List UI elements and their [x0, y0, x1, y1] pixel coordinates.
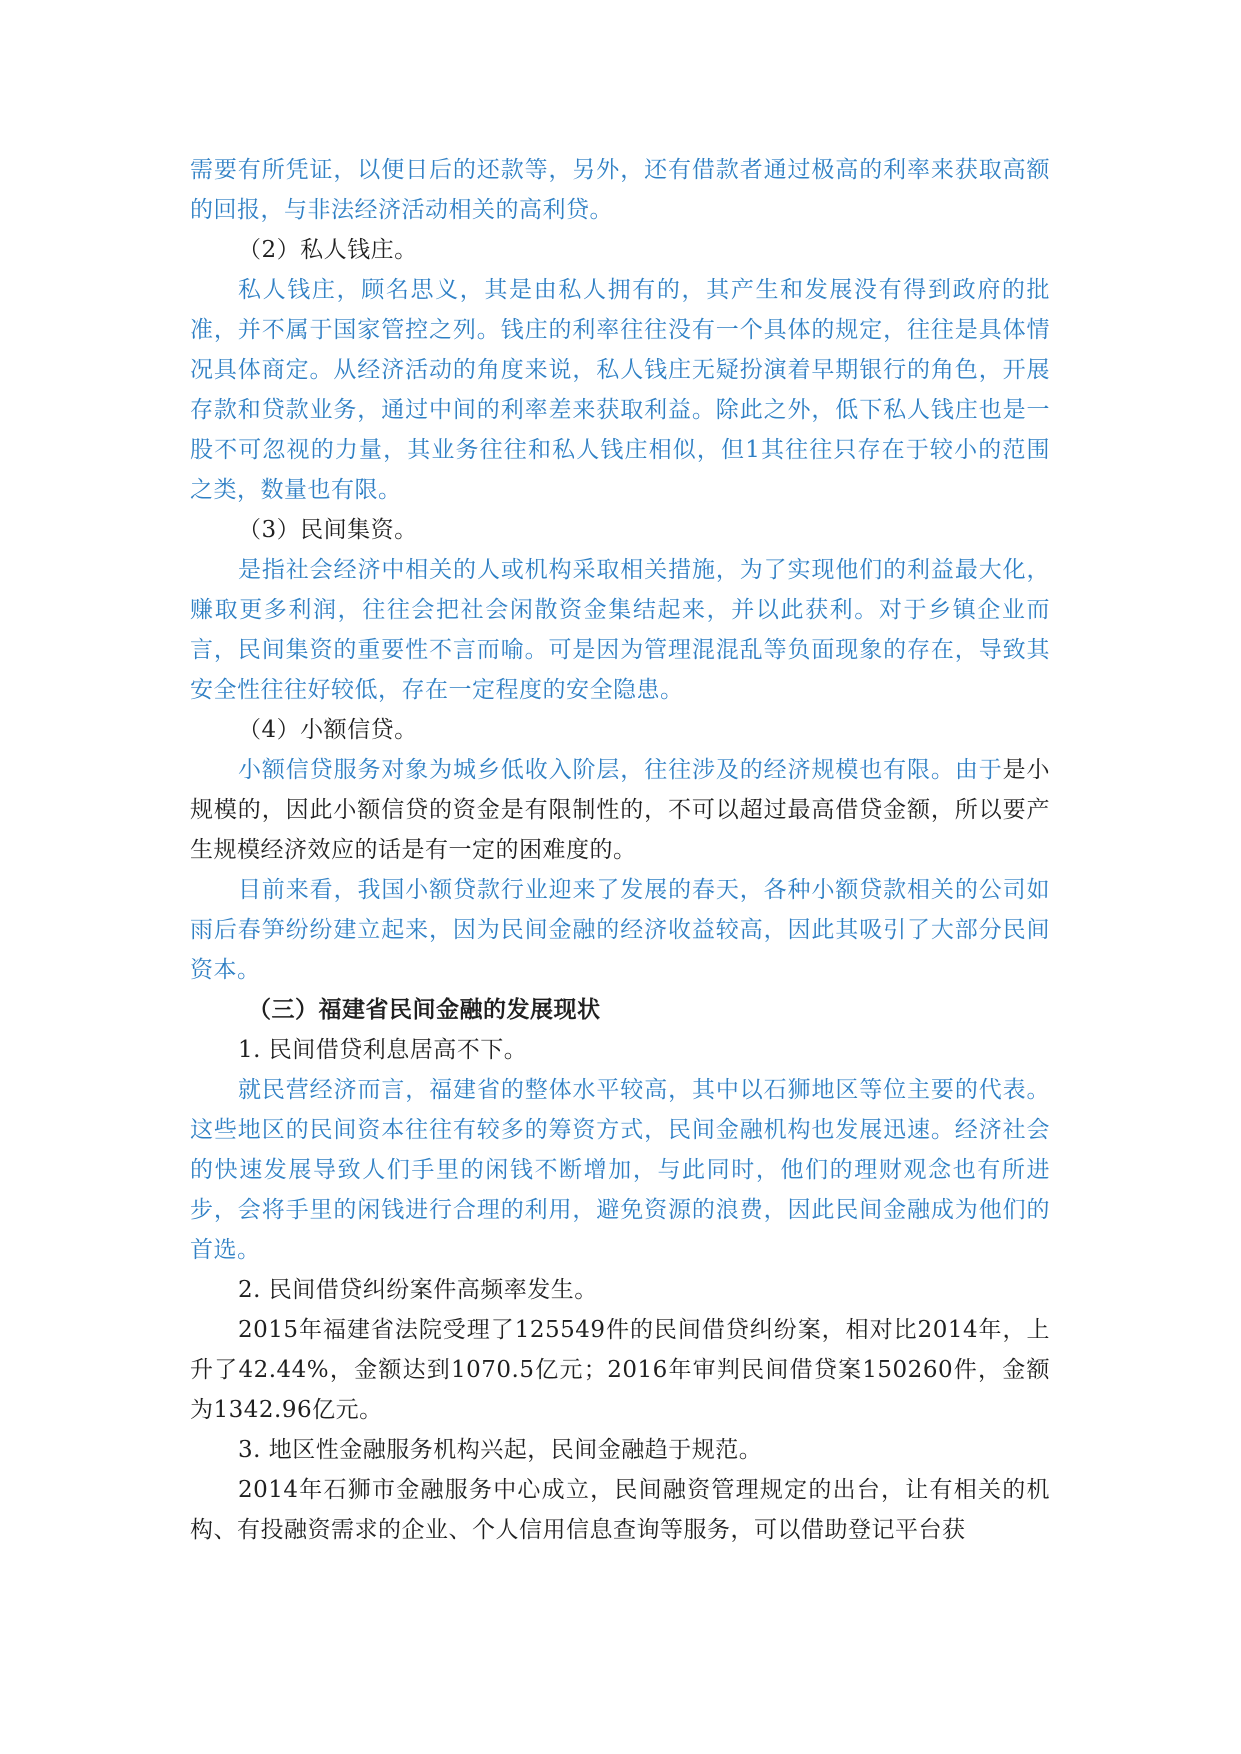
subheading-private-fundraising: （3）民间集资。 [238, 517, 418, 543]
paragraph-usury-continued: 需要有所凭证，以便日后的还款等，另外，还有借款者通过极高的利率来获取高额的回报，与非法经济活动相关的高利贷。 [190, 157, 1050, 223]
section-heading-fujian: （三）福建省民间金融的发展现状 [248, 997, 601, 1023]
document-body [190, 150, 1050, 1550]
subheading-microcredit: （4）小额信贷。 [238, 717, 418, 743]
paragraph-regional-institutions: 2014年石狮市金融服务中心成立，民间融资管理规定的出台，让有相关的机构、有投融资需求的企业、个人信用信息查询等服务，可以借助登记平台获 [190, 1477, 1050, 1543]
paragraph-lending-disputes: 2015年福建省法院受理了125549件的民间借贷纠纷案，相对比2014年，上升了42.44%，金额达到1070.5亿元；2016年审判民间借贷案150260件，金额为1342.96亿元。 [190, 1317, 1050, 1423]
paragraph-microloan-industry: 目前来看，我国小额贷款行业迎来了发展的春天，各种小额贷款相关的公司如雨后春笋纷纷建立起来，因为民间金融的经济收益较高，因此其吸引了大部分民间资本。 [190, 877, 1050, 983]
subheading-regional-institutions: 3. 地区性金融服务机构兴起，民间金融趋于规范。 [238, 1437, 763, 1463]
paragraph-microcredit-blue-part: 小额信贷服务对象为城乡低收入阶层，往往涉及的经济规模也有限。由于 [238, 757, 1003, 783]
subheading-private-bank: （2）私人钱庄。 [238, 237, 418, 263]
paragraph-microcredit-black-part: 是小规模的，因此小额信贷的资金是有限制性的，不可以超过最高借贷金额，所以要产生规模经济效应的话是有一定的困难度的。 [190, 757, 1051, 863]
paragraph-high-interest: 就民营经济而言，福建省的整体水平较高，其中以石狮地区等位主要的代表。这些地区的民间资本往往有较多的筹资方式，民间金融机构也发展迅速。经济社会的快速发展导致人们手里的闲钱不断增加，与此同时，他们的理财观念也有所进步，会将手里的闲钱进行合理的利用，避免资源的浪费，因此民间金融成为他们的首选。 [190, 1077, 1050, 1263]
paragraph-private-bank: 私人钱庄，顾名思义，其是由私人拥有的，其产生和发展没有得到政府的批准，并不属于国家管控之列。钱庄的利率往往没有一个具体的规定，往往是具体情况具体商定。从经济活动的角度来说，私人钱庄无疑扮演着早期银行的角色，开展存款和贷款业务，通过中间的利率差来获取利益。除此之外，低下私人钱庄也是一股不可忽视的力量，其业务往往和私人钱庄相似，但1其往往只存在于较小的范围之类，数量也有限。 [190, 277, 1050, 503]
paragraph-private-fundraising: 是指社会经济中相关的人或机构采取相关措施，为了实现他们的利益最大化，赚取更多利润，往往会把社会闲散资金集结起来，并以此获利。对于乡镇企业而言，民间集资的重要性不言而喻。可是因为管理混混乱等负面现象的存在，导致其安全性往往好较低，存在一定程度的安全隐患。 [190, 557, 1050, 703]
paragraph-microcredit [190, 750, 1050, 870]
subheading-high-interest: 1. 民间借贷利息居高不下。 [238, 1037, 528, 1063]
subheading-lending-disputes: 2. 民间借贷纠纷案件高频率发生。 [238, 1277, 598, 1303]
